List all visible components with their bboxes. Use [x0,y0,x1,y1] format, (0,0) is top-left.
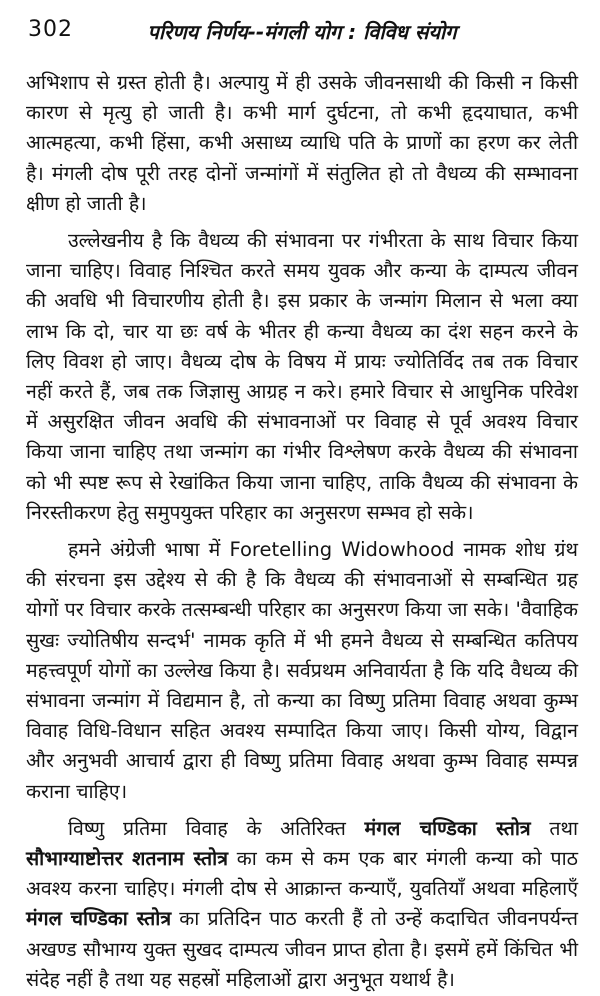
text-run: हमने अंग्रेजी भाषा में Foretelling Widowhood नामक शोध ग्रंथ की संरचना इस उद्देश्य से की है कि वैधव्य की संभावनाओं से सम्बन्धित ग्रह योगों पर विचार करके तत्सम्बन्धी परिहार का अनुसरण किया जा सके। 'वैवाहिक सुखः ज्योतिषीय सन्दर्भ' नामक कृति में भी हमने वैधव्य से सम्बन्धित कतिपय महत्त्वपूर्ण योगों का उल्लेख किया है। सर्वप्रथम अनिवार्यता है कि यदि वैधव्य की संभावना जन्मांग में विद्यमान है, तो कन्या का विष्णु प्रतिमा विवाह अथवा कुम्भ विवाह विधि-विधान सहित अवश्य सम्पादित किया जाए। किसी योग्य, विद्वान और अनुभवी आचार्य द्वारा ही विष्णु प्रतिमा विवाह अथवा कुम्भ विवाह सम्पन्न कराना चाहिए। [26,538,578,803]
text-run: का कम से कम एक बार मंगली कन्या को पाठ अवश्य करना चाहिए। मंगली दोष से आक्रान्त कन्याएँ, युवतियाँ अथवा महिलाएँ [26,847,578,901]
paragraph [26,535,578,807]
page-number: 302 [28,17,73,42]
running-header-title: परिणय निर्णय--मंगली योग : विविध संयोग [147,20,457,44]
text-run: का प्रतिदिन पाठ करती हैं तो उन्हें कदाचित जीवनपर्यन्त अखण्ड सौभाग्य युक्त सुखद दाम्पत्य जीवन प्राप्त होता है। इसमें हमें किंचित भी संदेह नहीं है तथा यह सहस्रों महिलाओं द्वारा अनुभूत यथार्थ है। [26,907,578,991]
text-run: तथा [530,816,579,840]
paragraph [26,68,578,219]
text-run: विष्णु प्रतिमा विवाह के अतिरिक्त [68,816,365,840]
text-run: अभिशाप से ग्रस्त होती है। अल्पायु में ही उसके जीवनसाथी की किसी न किसी कारण से मृत्यु हो जाती है। कभी मार्ग दुर्घटना, तो कभी हृदयाघात, कभी आत्महत्या, कभी हिंसा, कभी असाध्य व्याधि पति के प्राणों का हरण कर लेती है। मंगली दोष पूरी तरह दोनों जन्मांगों में संतुलित हो तो वैधव्य की सम्भावना क्षीण हो जाती है। [26,71,578,215]
text-run-bold: सौभाग्याष्टोत्तर शतनाम स्तोत्र [26,847,228,871]
paragraph [26,814,578,995]
body-text [26,68,578,995]
text-run-bold: मंगल चण्डिका स्तोत्र [26,907,172,931]
text-run: उल्लेखनीय है कि वैधव्य की संभावना पर गंभीरता के साथ विचार किया जाना चाहिए। विवाह निश्चित करते समय युवक और कन्या के दाम्पत्य जीवन की अवधि भी विचारणीय होती है। इस प्रकार के जन्मांग मिलान से भला क्या लाभ कि दो, चार या छः वर्ष के भीतर ही कन्या वैधव्य का दंश सहन करने के लिए विवश हो जाए। वैधव्य दोष के विषय में प्रायः ज्योतिर्विद तब तक विचार नहीं करते हैं, जब तक जिज्ञासु आग्रह न करे। हमारे विचार से आधुनिक परिवेश में असुरक्षित जीवन अवधि की संभावनाओं पर विवाह से पूर्व अवश्य विचार किया जाना चाहिए तथा जन्मांग का गंभीर विश्लेषण करके वैधव्य की संभावना को भी स्पष्ट रूप से रेखांकित किया जाना चाहिए, ताकि वैधव्य की संभावना के निरस्तीकरण हेतु समुपयुक्त परिहार का अनुसरण सम्भव हो सके। [26,229,578,524]
text-run-bold: मंगल चण्डिका स्तोत्र [364,816,531,840]
running-header [26,14,578,48]
paragraph [26,226,578,528]
